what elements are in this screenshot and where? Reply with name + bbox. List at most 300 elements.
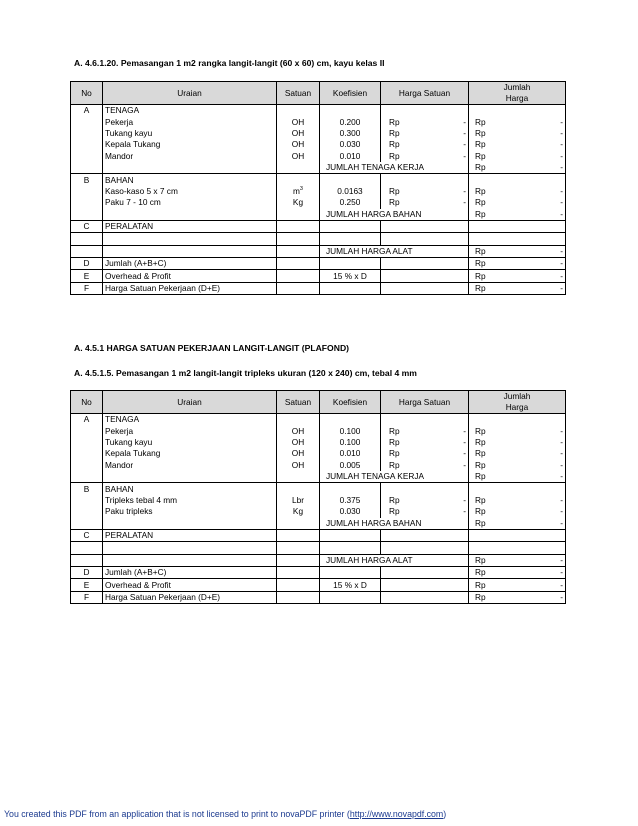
harga-satuan-value: - [463, 459, 466, 470]
jumlah-harga-value: - [560, 506, 563, 517]
header-jumlah-line1: Jumlah [503, 82, 531, 92]
cell-harga-satuan [381, 258, 469, 270]
cell-harga-satuan [381, 116, 469, 127]
cell-harga-satuan [381, 460, 469, 471]
cell-satuan [277, 233, 320, 245]
cell-satuan [277, 579, 320, 591]
satuan-value: OH [291, 459, 305, 470]
jumlah-harga-rp: Rp [475, 150, 486, 161]
table-row [71, 579, 566, 591]
jumlah-harga-rp: Rp [475, 139, 486, 150]
cell-no [71, 245, 103, 257]
cell-jumlah-harga [469, 105, 566, 117]
cell-no [71, 425, 103, 436]
cell-total-label: JUMLAH HARGA BAHAN [320, 209, 469, 221]
header-jumlah-line1: Jumlah [503, 391, 531, 401]
jumlah-harga-rp: Rp [475, 494, 486, 505]
cell-uraian: PERALATAN [103, 529, 277, 541]
harga-satuan-rp: Rp [389, 425, 400, 436]
table-row [71, 495, 566, 506]
cell-harga-satuan [381, 591, 469, 603]
cell-no [71, 495, 103, 506]
harga-satuan-rp: Rp [389, 197, 400, 208]
cell-uraian: Kaso-kaso 5 x 7 cm [103, 186, 277, 197]
cell-koefisien [320, 233, 381, 245]
jumlah-harga-rp: Rp [475, 436, 486, 447]
cell-koefisien: 0.375 [320, 495, 381, 506]
cell-harga-satuan [381, 197, 469, 208]
heading2: A. 4.5.1 HARGA SATUAN PEKERJAAN LANGIT-LANGIT (PLAFOND) [74, 343, 350, 353]
jumlah-harga-value: - [560, 436, 563, 447]
cell-no [71, 116, 103, 127]
cell-satuan [277, 554, 320, 566]
cell-satuan [277, 151, 320, 162]
table-row [71, 128, 566, 139]
header-harga-satuan: Harga Satuan [381, 82, 469, 105]
header-no: No [71, 391, 103, 414]
header-satuan: Satuan [277, 82, 320, 105]
cell-jumlah-harga [469, 579, 566, 591]
cell-satuan [277, 174, 320, 186]
cell-jumlah-harga [469, 270, 566, 282]
cell-uraian [103, 233, 277, 245]
cell-jumlah-harga [469, 151, 566, 162]
harga-satuan-rp: Rp [389, 127, 400, 138]
cell-koefisien: 15 % x D [320, 579, 381, 591]
cell-harga-satuan [381, 139, 469, 150]
cell-jumlah-harga [469, 116, 566, 127]
cell-jumlah-harga [469, 542, 566, 554]
cell-koefisien: 0.200 [320, 116, 381, 127]
cell-uraian: BAHAN [103, 174, 277, 186]
cell-no [71, 506, 103, 517]
satuan-value: m [293, 185, 300, 196]
jumlah-harga-value: - [560, 579, 563, 590]
cell-satuan [277, 258, 320, 270]
cell-uraian [103, 162, 277, 174]
harga-satuan-rp: Rp [389, 506, 400, 517]
header-uraian: Uraian [103, 391, 277, 414]
cell-satuan [277, 591, 320, 603]
cell-uraian: Paku tripleks [103, 506, 277, 517]
cell-koefisien: 0.300 [320, 128, 381, 139]
cell-no: E [71, 270, 103, 282]
cell-uraian: Jumlah (A+B+C) [103, 258, 277, 270]
header-harga-satuan: Harga Satuan [381, 391, 469, 414]
cell-koefisien: 0.100 [320, 425, 381, 436]
cell-uraian [103, 209, 277, 221]
cell-uraian: Overhead & Profit [103, 579, 277, 591]
jumlah-harga-value: - [560, 150, 563, 161]
satuan-value: OH [291, 448, 305, 459]
cell-uraian [103, 471, 277, 483]
table-row [71, 220, 566, 232]
cell-koefisien [320, 529, 381, 541]
cell-satuan [277, 128, 320, 139]
cell-no: E [71, 579, 103, 591]
satuan-value: OH [291, 425, 305, 436]
cell-koefisien: 0.030 [320, 139, 381, 150]
harga-satuan-rp: Rp [389, 150, 400, 161]
table-row [71, 460, 566, 471]
cell-jumlah-harga [469, 437, 566, 448]
cell-koefisien [320, 414, 381, 426]
cell-jumlah-harga [469, 282, 566, 294]
cell-satuan [277, 414, 320, 426]
table-row [71, 506, 566, 517]
table-header [71, 82, 566, 105]
jumlah-harga-value: - [560, 567, 563, 578]
cell-uraian: PERALATAN [103, 220, 277, 232]
jumlah-harga-rp: Rp [475, 245, 486, 256]
jumlah-harga-rp: Rp [475, 579, 486, 590]
cell-uraian: Tukang kayu [103, 128, 277, 139]
footer-text-end: ) [443, 809, 447, 819]
table-row [71, 245, 566, 257]
table-row [71, 414, 566, 426]
cell-harga-satuan [381, 128, 469, 139]
cell-total-label: JUMLAH HARGA BAHAN [320, 518, 469, 530]
header-uraian: Uraian [103, 82, 277, 105]
cell-harga-satuan [381, 506, 469, 517]
harga-satuan-rp: Rp [389, 139, 400, 150]
jumlah-harga-value: - [560, 448, 563, 459]
cell-harga-satuan [381, 437, 469, 448]
cell-harga-satuan [381, 282, 469, 294]
jumlah-harga-rp: Rp [475, 270, 486, 281]
jumlah-harga-rp: Rp [475, 448, 486, 459]
cell-uraian: Jumlah (A+B+C) [103, 567, 277, 579]
cell-koefisien [320, 483, 381, 495]
header-koefisien: Koefisien [320, 391, 381, 414]
cell-harga-satuan [381, 151, 469, 162]
harga-satuan-rp: Rp [389, 116, 400, 127]
cell-satuan [277, 245, 320, 257]
cell-koefisien [320, 282, 381, 294]
footer-text: You created this PDF from an application that is not licensed to print to novaPDF printer ( [4, 809, 350, 819]
header-jumlah-line2: Harga [505, 93, 529, 103]
jumlah-harga-rp: Rp [475, 258, 486, 269]
satuan-value: Kg [292, 506, 304, 517]
cell-jumlah-harga [469, 209, 566, 221]
rab-table-1 [70, 81, 566, 295]
table-header [71, 391, 566, 414]
cell-uraian: Tukang kayu [103, 437, 277, 448]
header-jumlah-harga [469, 391, 566, 414]
cell-jumlah-harga [469, 425, 566, 436]
jumlah-harga-rp: Rp [475, 459, 486, 470]
cell-no [71, 139, 103, 150]
cell-jumlah-harga [469, 233, 566, 245]
jumlah-harga-value: - [560, 471, 563, 482]
section2-title: A. 4.5.1.5. Pemasangan 1 m2 langit-langit tripleks ukuran (120 x 240) cm, tebal 4 mm [74, 368, 417, 378]
table-row [71, 425, 566, 436]
cell-jumlah-harga [469, 414, 566, 426]
cell-no [71, 128, 103, 139]
cell-uraian: Overhead & Profit [103, 270, 277, 282]
cell-satuan [277, 460, 320, 471]
cell-satuan [277, 567, 320, 579]
cell-no [71, 162, 103, 174]
jumlah-harga-rp: Rp [475, 517, 486, 528]
harga-satuan-rp: Rp [389, 185, 400, 196]
table-row [71, 151, 566, 162]
cell-jumlah-harga [469, 495, 566, 506]
harga-satuan-rp: Rp [389, 448, 400, 459]
cell-koefisien: 0.250 [320, 197, 381, 208]
jumlah-harga-value: - [560, 554, 563, 565]
cell-uraian: Tripleks tebal 4 mm [103, 495, 277, 506]
cell-total-label: JUMLAH TENAGA KERJA [320, 162, 469, 174]
cell-harga-satuan [381, 448, 469, 459]
cell-harga-satuan [381, 529, 469, 541]
cell-satuan [277, 529, 320, 541]
section1-title: A. 4.6.1.20. Pemasangan 1 m2 rangka langit-langit (60 x 60) cm, kayu kelas II [74, 58, 385, 68]
cell-satuan [277, 105, 320, 117]
cell-no [71, 233, 103, 245]
harga-satuan-rp: Rp [389, 436, 400, 447]
jumlah-harga-value: - [560, 127, 563, 138]
table-row [71, 174, 566, 186]
cell-koefisien [320, 258, 381, 270]
cell-harga-satuan [381, 105, 469, 117]
harga-satuan-value: - [463, 506, 466, 517]
cell-no [71, 197, 103, 208]
cell-uraian: Harga Satuan Pekerjaan (D+E) [103, 282, 277, 294]
cell-satuan [277, 197, 320, 208]
harga-satuan-value: - [463, 448, 466, 459]
cell-harga-satuan [381, 483, 469, 495]
cell-harga-satuan [381, 270, 469, 282]
cell-koefisien: 0.010 [320, 151, 381, 162]
satuan-value: OH [291, 150, 305, 161]
cell-no [71, 471, 103, 483]
cell-koefisien: 0.030 [320, 506, 381, 517]
cell-uraian: Pekerja [103, 425, 277, 436]
jumlah-harga-value: - [560, 185, 563, 196]
cell-satuan [277, 437, 320, 448]
cell-jumlah-harga [469, 483, 566, 495]
cell-jumlah-harga [469, 471, 566, 483]
cell-uraian: TENAGA [103, 414, 277, 426]
jumlah-harga-rp: Rp [475, 567, 486, 578]
cell-uraian: Paku 7 - 10 cm [103, 197, 277, 208]
cell-harga-satuan [381, 414, 469, 426]
cell-no: A [71, 105, 103, 117]
harga-satuan-rp: Rp [389, 459, 400, 470]
harga-satuan-value: - [463, 436, 466, 447]
cell-total-label: JUMLAH HARGA ALAT [320, 554, 469, 566]
cell-no [71, 460, 103, 471]
jumlah-harga-value: - [560, 270, 563, 281]
header-satuan: Satuan [277, 391, 320, 414]
cell-harga-satuan [381, 220, 469, 232]
cell-koefisien [320, 591, 381, 603]
jumlah-harga-rp: Rp [475, 185, 486, 196]
table-row [71, 518, 566, 530]
jumlah-harga-value: - [560, 592, 563, 603]
satuan-value: Kg [292, 197, 304, 208]
cell-satuan [277, 542, 320, 554]
jumlah-harga-value: - [560, 245, 563, 256]
cell-no: C [71, 220, 103, 232]
jumlah-harga-rp: Rp [475, 425, 486, 436]
cell-satuan [277, 471, 320, 483]
cell-harga-satuan [381, 567, 469, 579]
cell-koefisien [320, 220, 381, 232]
table-row [71, 483, 566, 495]
satuan-value: OH [291, 116, 305, 127]
cell-jumlah-harga [469, 220, 566, 232]
cell-uraian: BAHAN [103, 483, 277, 495]
table-row [71, 437, 566, 448]
jumlah-harga-value: - [560, 139, 563, 150]
jumlah-harga-rp: Rp [475, 283, 486, 294]
jumlah-harga-value: - [560, 197, 563, 208]
jumlah-harga-value: - [560, 283, 563, 294]
jumlah-harga-rp: Rp [475, 116, 486, 127]
cell-satuan [277, 162, 320, 174]
header-jumlah-harga [469, 82, 566, 105]
cell-jumlah-harga [469, 460, 566, 471]
cell-uraian: Mandor [103, 460, 277, 471]
cell-no: F [71, 282, 103, 294]
table-row [71, 139, 566, 150]
cell-harga-satuan [381, 186, 469, 197]
cell-harga-satuan [381, 233, 469, 245]
cell-jumlah-harga [469, 162, 566, 174]
cell-satuan [277, 495, 320, 506]
jumlah-harga-rp: Rp [475, 554, 486, 565]
cell-satuan [277, 116, 320, 127]
jumlah-harga-rp: Rp [475, 506, 486, 517]
harga-satuan-value: - [463, 197, 466, 208]
table-row [71, 471, 566, 483]
cell-no [71, 186, 103, 197]
cell-uraian [103, 245, 277, 257]
cell-koefisien: 0.0163 [320, 186, 381, 197]
cell-satuan [277, 425, 320, 436]
jumlah-harga-rp: Rp [475, 471, 486, 482]
jumlah-harga-value: - [560, 162, 563, 173]
cell-uraian: Harga Satuan Pekerjaan (D+E) [103, 591, 277, 603]
jumlah-harga-rp: Rp [475, 127, 486, 138]
cell-no [71, 542, 103, 554]
cell-no: F [71, 591, 103, 603]
table-row [71, 270, 566, 282]
cell-uraian: Kepala Tukang [103, 448, 277, 459]
cell-jumlah-harga [469, 448, 566, 459]
cell-harga-satuan [381, 579, 469, 591]
cell-uraian: TENAGA [103, 105, 277, 117]
cell-no [71, 448, 103, 459]
table-row [71, 197, 566, 208]
jumlah-harga-value: - [560, 425, 563, 436]
harga-satuan-rp: Rp [389, 494, 400, 505]
table-row [71, 282, 566, 294]
cell-koefisien [320, 174, 381, 186]
jumlah-harga-value: - [560, 258, 563, 269]
cell-koefisien: 0.100 [320, 437, 381, 448]
table-row [71, 258, 566, 270]
cell-harga-satuan [381, 425, 469, 436]
cell-harga-satuan [381, 542, 469, 554]
cell-koefisien: 0.005 [320, 460, 381, 471]
cell-uraian: Mandor [103, 151, 277, 162]
cell-jumlah-harga [469, 174, 566, 186]
table-row [71, 542, 566, 554]
cell-no: C [71, 529, 103, 541]
jumlah-harga-value: - [560, 494, 563, 505]
table1-body [71, 82, 566, 295]
cell-uraian [103, 518, 277, 530]
cell-no: A [71, 414, 103, 426]
cell-total-label: JUMLAH TENAGA KERJA [320, 471, 469, 483]
cell-satuan [277, 448, 320, 459]
cell-no: D [71, 567, 103, 579]
cell-uraian [103, 542, 277, 554]
cell-satuan [277, 270, 320, 282]
satuan-value: OH [291, 127, 305, 138]
cell-koefisien: 15 % x D [320, 270, 381, 282]
satuan-value: OH [291, 436, 305, 447]
cell-jumlah-harga [469, 518, 566, 530]
cell-uraian: Pekerja [103, 116, 277, 127]
cell-no [71, 437, 103, 448]
harga-satuan-value: - [463, 494, 466, 505]
header-no: No [71, 82, 103, 105]
cell-satuan [277, 483, 320, 495]
header-koefisien: Koefisien [320, 82, 381, 105]
jumlah-harga-rp: Rp [475, 592, 486, 603]
cell-satuan [277, 506, 320, 517]
cell-no [71, 209, 103, 221]
table-row [71, 448, 566, 459]
table-row [71, 591, 566, 603]
cell-koefisien: 0.010 [320, 448, 381, 459]
novapdf-link[interactable]: http://www.novapdf.com [349, 809, 444, 819]
cell-satuan [277, 518, 320, 530]
cell-no: B [71, 483, 103, 495]
jumlah-harga-rp: Rp [475, 162, 486, 173]
table-row [71, 529, 566, 541]
harga-satuan-value: - [463, 425, 466, 436]
cell-harga-satuan [381, 495, 469, 506]
jumlah-harga-value: - [560, 208, 563, 219]
harga-satuan-value: - [463, 150, 466, 161]
cell-satuan [277, 282, 320, 294]
table-row [71, 567, 566, 579]
cell-jumlah-harga [469, 506, 566, 517]
cell-jumlah-harga [469, 529, 566, 541]
table-row [71, 116, 566, 127]
satuan-superscript: 3 [299, 185, 303, 192]
cell-jumlah-harga [469, 186, 566, 197]
cell-total-label: JUMLAH HARGA ALAT [320, 245, 469, 257]
table-row [71, 162, 566, 174]
jumlah-harga-rp: Rp [475, 197, 486, 208]
cell-jumlah-harga [469, 591, 566, 603]
cell-no [71, 518, 103, 530]
harga-satuan-value: - [463, 185, 466, 196]
license-footer [4, 809, 446, 819]
cell-jumlah-harga [469, 258, 566, 270]
cell-jumlah-harga [469, 197, 566, 208]
cell-koefisien [320, 105, 381, 117]
cell-satuan [277, 209, 320, 221]
jumlah-harga-rp: Rp [475, 208, 486, 219]
cell-koefisien [320, 542, 381, 554]
